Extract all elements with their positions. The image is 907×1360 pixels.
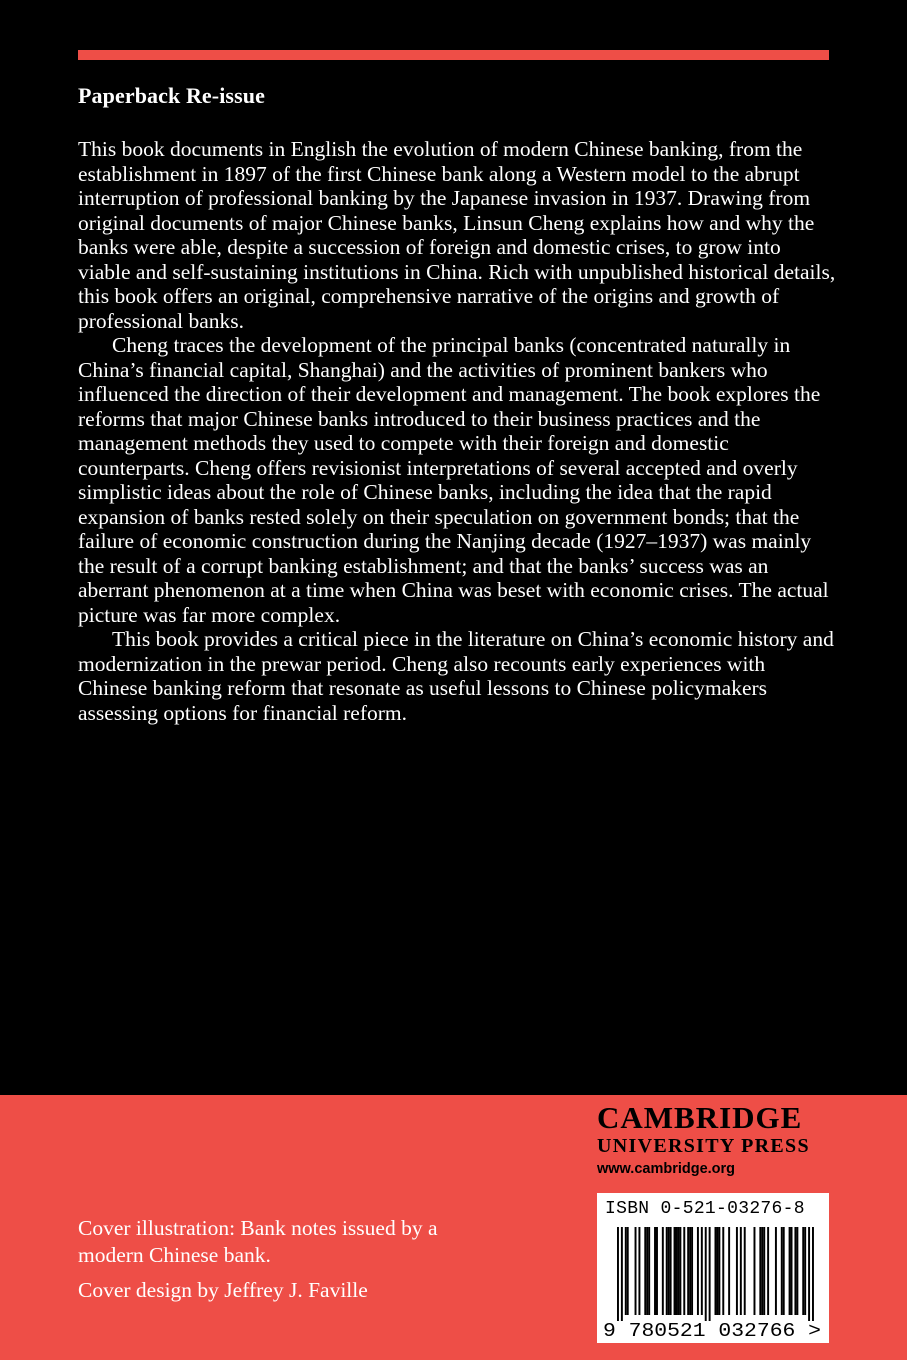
barcode-bar bbox=[697, 1227, 699, 1315]
barcode-bar bbox=[705, 1227, 707, 1321]
barcode-bar bbox=[654, 1227, 656, 1315]
barcode-bar bbox=[668, 1227, 670, 1315]
barcode-bar bbox=[761, 1227, 763, 1315]
barcode-bar bbox=[791, 1227, 793, 1315]
barcode-bar bbox=[674, 1227, 676, 1315]
barcode-bar bbox=[740, 1227, 742, 1315]
barcode-bar bbox=[763, 1227, 765, 1315]
barcode-bar bbox=[689, 1227, 691, 1315]
barcode-bar bbox=[781, 1227, 783, 1315]
barcode-bar bbox=[728, 1227, 730, 1315]
barcode-bar bbox=[808, 1227, 810, 1321]
barcode-bar bbox=[627, 1227, 629, 1315]
isbn-label: ISBN 0-521-03276-8 bbox=[605, 1199, 805, 1219]
barcode-bar bbox=[679, 1227, 681, 1315]
isbn-barcode-box bbox=[597, 1193, 829, 1343]
barcode-bar bbox=[709, 1227, 711, 1321]
barcode-bar bbox=[767, 1227, 769, 1315]
publisher-press: UNIVERSITY PRESS bbox=[597, 1135, 810, 1157]
barcode-bar bbox=[744, 1227, 746, 1315]
barcode-bar bbox=[644, 1227, 646, 1315]
barcode-bar bbox=[716, 1227, 718, 1315]
barcode-bar bbox=[754, 1227, 756, 1315]
barcode-bar bbox=[715, 1227, 717, 1315]
barcode-bar bbox=[691, 1227, 693, 1315]
barcode-bar bbox=[676, 1227, 678, 1315]
barcode-bar bbox=[722, 1227, 724, 1315]
barcode-bar bbox=[804, 1227, 806, 1315]
barcode-bar bbox=[759, 1227, 761, 1315]
barcode-bar bbox=[718, 1227, 720, 1315]
barcode-bar bbox=[677, 1227, 679, 1315]
barcode-bar bbox=[617, 1227, 619, 1321]
barcode-digits: 9 780521 032766 > bbox=[603, 1320, 821, 1342]
blurb bbox=[78, 137, 838, 725]
barcode-bar bbox=[802, 1227, 804, 1315]
barcode-bar bbox=[789, 1227, 791, 1315]
blurb-paragraph-2: Cheng traces the development of the principal banks (concentrated naturally in China’s financial capital, Shanghai) and the activities of prominent bankers who influenced the direction of their development and management. The book explores the reforms that major Chinese banks introduced to their business practices and the management methods they used to compete with their foreign and domestic counterparts. Cheng offers revisionist interpretations of several accepted and overly simplistic ideas about the role of Chinese banks, including the idea that the rapid expansion of banks rested solely on their speculation on government bonds; that the failure of economic construction during the Nanjing decade (1927–1937) was mainly the result of a corrupt banking establishment; and that the banks’ success was an aberrant phenomenon at a time when China was beset with economic crises. The actual picture was far more complex. bbox=[78, 333, 829, 627]
barcode-bar bbox=[736, 1227, 738, 1315]
barcode-bar bbox=[662, 1227, 664, 1315]
barcode-bar bbox=[656, 1227, 658, 1315]
cover-credits bbox=[78, 1215, 498, 1304]
barcode bbox=[597, 1193, 829, 1343]
barcode-bar bbox=[794, 1227, 796, 1315]
barcode-bar bbox=[683, 1227, 685, 1315]
barcode-bar bbox=[812, 1227, 814, 1321]
blurb-paragraph-1: This book documents in English the evolution of modern Chinese banking, from the establishment in 1897 of the first Chinese bank along a Western model to the abrupt interruption of professional banking by the Japanese invasion in 1937. Drawing from original documents of major Chinese banks, Linsun Cheng explains how and why the banks were able, despite a succession of foreign and domestic crises, to grow into viable and self-sustaining institutions in China. Rich with unpublished historical details, this book offers an original, comprehensive narrative of the origins and growth of professional banks. bbox=[78, 137, 836, 333]
barcode-bar bbox=[666, 1227, 668, 1315]
barcode-bar bbox=[621, 1227, 623, 1321]
barcode-bar bbox=[646, 1227, 648, 1315]
barcode-bar bbox=[670, 1227, 672, 1315]
barcode-bar bbox=[783, 1227, 785, 1315]
blurb-paragraph-3: This book provides a critical piece in the literature on China’s economic history and modernization in the prewar period. Cheng also recounts early experiences with Chinese banking reform that resonate as useful lessons to Chinese policymakers assessing options for financial reform. bbox=[78, 627, 834, 725]
publisher-logo bbox=[597, 1102, 837, 1178]
barcode-bar bbox=[625, 1227, 627, 1315]
design-credit: Cover design by Jeffrey J. Faville bbox=[78, 1278, 368, 1302]
barcode-bar bbox=[648, 1227, 650, 1315]
barcode-bar bbox=[775, 1227, 777, 1315]
barcode-bar bbox=[635, 1227, 637, 1315]
barcode-bar bbox=[638, 1227, 640, 1315]
publisher-url: www.cambridge.org bbox=[597, 1161, 736, 1177]
top-rule bbox=[78, 50, 829, 60]
barcode-bar bbox=[701, 1227, 703, 1315]
barcode-bar bbox=[796, 1227, 798, 1315]
barcode-bars bbox=[617, 1227, 814, 1321]
illustration-credit: Cover illustration: Bank notes issued by a modern Chinese bank. bbox=[78, 1216, 438, 1267]
barcode-bar bbox=[687, 1227, 689, 1315]
publisher-name: CAMBRIDGE bbox=[597, 1100, 803, 1135]
cover-heading: Paperback Re-issue bbox=[78, 83, 265, 108]
